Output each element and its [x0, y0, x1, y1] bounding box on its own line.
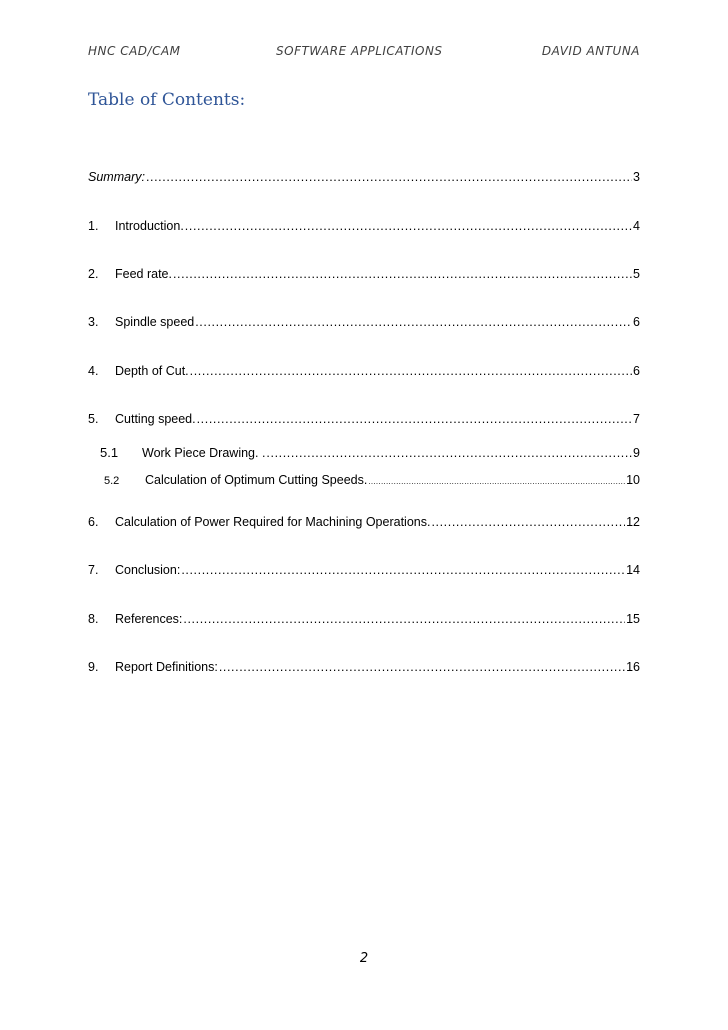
toc-entry-number: 1.	[88, 219, 99, 233]
toc-leader-dots	[190, 364, 632, 378]
toc-page-number: 6	[633, 364, 640, 378]
toc-page-number: 4	[633, 219, 640, 233]
toc-title: Table of Contents:	[88, 90, 246, 110]
toc-entry-depth-of-cut[interactable]	[88, 364, 640, 382]
toc-leader-dots	[146, 170, 632, 184]
toc-page-number: 12	[626, 515, 640, 529]
toc-entry-text: References:	[115, 612, 183, 626]
toc-entry-number: 7.	[88, 563, 99, 577]
toc-entry-cutting-speed[interactable]	[88, 412, 640, 430]
toc-entry-text: Spindle speed	[115, 315, 195, 329]
page-header	[88, 44, 640, 60]
toc-entry-references[interactable]	[88, 612, 640, 630]
toc-entry-number: 5.1	[100, 445, 119, 460]
toc-leader-dots	[185, 219, 632, 233]
toc-leader-dots	[368, 477, 625, 486]
header-subject: SOFTWARE APPLICATIONS	[276, 44, 443, 58]
toc-entry-text: Conclusion:	[115, 563, 181, 577]
toc-entry-spindle-speed[interactable]	[88, 315, 640, 333]
toc-leader-dots	[183, 612, 625, 626]
toc-entry-text: Work Piece Drawing. .	[142, 446, 266, 460]
toc-leader-dots	[266, 446, 632, 460]
toc-page-number: 16	[626, 660, 640, 674]
toc-entry-text: Summary:	[88, 170, 145, 184]
toc-page-number: 3	[633, 170, 640, 184]
toc-entry-number: 4.	[88, 364, 99, 378]
toc-leader-dots	[431, 515, 625, 529]
toc-entry-text: Feed rate.	[115, 267, 172, 281]
toc-entry-number: 5.	[88, 412, 99, 426]
header-author: DAVID ANTUNA	[541, 44, 640, 58]
toc-entry-summary[interactable]	[88, 170, 640, 188]
toc-entry-number: 9.	[88, 660, 99, 674]
toc-entry-conclusion[interactable]	[88, 563, 640, 581]
toc-entry-work-piece-drawing[interactable]	[100, 445, 640, 463]
toc-entry-number: 5.2	[104, 475, 120, 487]
toc-page-number: 7	[633, 412, 640, 426]
toc-entry-optimum-cutting-speeds[interactable]	[104, 473, 640, 491]
header-course: HNC CAD/CAM	[88, 44, 181, 58]
toc-leader-dots	[219, 660, 625, 674]
toc-page-number: 5	[633, 267, 640, 281]
toc-entry-number: 2.	[88, 267, 99, 281]
toc-entry-number: 6.	[88, 515, 99, 529]
toc-entry-report-definitions[interactable]	[88, 660, 640, 678]
toc-entry-text: Depth of Cut.	[115, 364, 189, 378]
toc-entry-number: 3.	[88, 315, 99, 329]
toc-entry-text: Cutting speed.	[115, 412, 196, 426]
toc-leader-dots	[197, 412, 632, 426]
toc-entry-text: Introduction.	[115, 219, 184, 233]
toc-page-number: 10	[626, 473, 640, 487]
toc-entry-text: Report Definitions:	[115, 660, 218, 674]
toc-leader-dots	[195, 315, 632, 329]
page-number: 2	[359, 951, 369, 966]
toc-page-number: 14	[626, 563, 640, 577]
toc-leader-dots	[173, 267, 632, 281]
toc-page-number: 9	[633, 446, 640, 460]
toc-leader-dots	[181, 563, 625, 577]
toc-entry-text: Calculation of Power Required for Machining Operations.	[115, 515, 431, 529]
toc-page-number: 6	[633, 315, 640, 329]
toc-entry-power-required[interactable]	[88, 515, 640, 533]
toc-entry-feed-rate[interactable]	[88, 267, 640, 285]
toc-page-number: 15	[626, 612, 640, 626]
toc-entry-number: 8.	[88, 612, 99, 626]
toc-entry-text: Calculation of Optimum Cutting Speeds.	[145, 473, 368, 487]
toc-entry-introduction[interactable]	[88, 219, 640, 237]
